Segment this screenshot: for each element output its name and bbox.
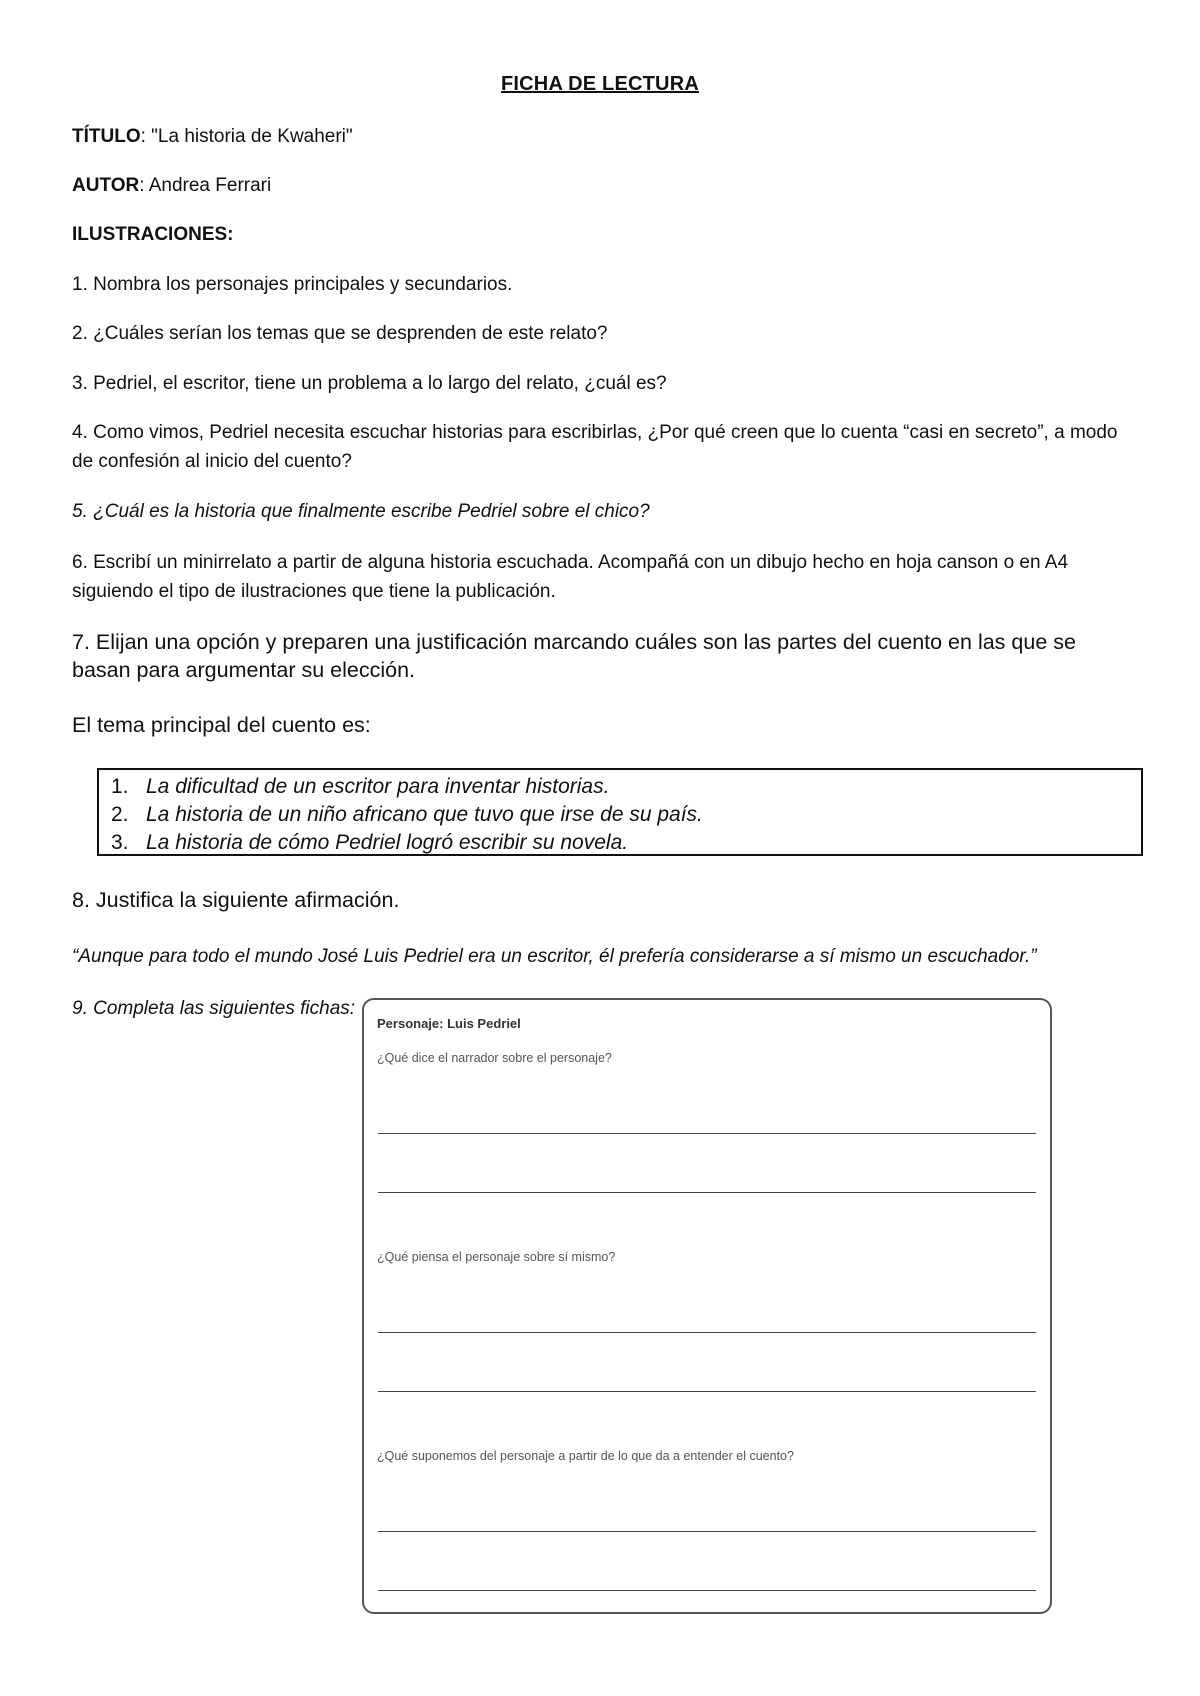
- ilustraciones-heading: [72, 220, 234, 249]
- option-number: 2.: [111, 803, 129, 826]
- character-card: [362, 998, 1052, 1614]
- option-text: La historia de cómo Pedriel logró escribir su novela.: [146, 831, 629, 854]
- question-3: 3. Pedriel, el escritor, tiene un problema a lo largo del relato, ¿cuál es?: [72, 373, 667, 394]
- page-title: FICHA DE LECTURA: [500, 73, 699, 95]
- titulo-value: : "La historia de Kwaheri": [140, 126, 353, 147]
- answer-line: [378, 1133, 1036, 1134]
- autor-label: AUTOR: [72, 175, 140, 196]
- ilustraciones-label: ILUSTRACIONES:: [72, 224, 234, 245]
- question-1: 1. Nombra los personajes principales y secundarios.: [72, 274, 513, 295]
- card-question-piensa: ¿Qué piensa el personaje sobre sí mismo?: [377, 1250, 616, 1264]
- titulo-line: [72, 122, 353, 151]
- answer-line: [378, 1590, 1036, 1591]
- answer-line: [378, 1192, 1036, 1193]
- option-item: [99, 829, 1141, 857]
- answer-line: [378, 1332, 1036, 1333]
- tema-intro: El tema principal del cuento es:: [72, 713, 371, 737]
- option-number: 3.: [111, 831, 129, 854]
- question-7: 7. Elijan una opción y preparen una justificación marcando cuáles son las partes del cuento en las que se basan para argumentar su elección.: [72, 630, 1076, 682]
- answer-line: [378, 1531, 1036, 1532]
- quote-statement: “Aunque para todo el mundo José Luis Pedriel era un escritor, él prefería considerarse a sí mismo un escuchador.”: [72, 946, 1037, 967]
- autor-value: : Andrea Ferrari: [139, 175, 272, 196]
- option-text: La historia de un niño africano que tuvo que irse de su país.: [146, 803, 703, 826]
- autor-line: [72, 171, 271, 200]
- option-text: La dificultad de un escritor para inventar historias.: [146, 775, 610, 798]
- question-5: 5. ¿Cuál es la historia que finalmente escribe Pedriel sobre el chico?: [72, 501, 650, 522]
- titulo-label: TÍTULO: [72, 126, 141, 147]
- card-title: Personaje: Luis Pedriel: [377, 1016, 521, 1031]
- card-question-suponemos: ¿Qué suponemos del personaje a partir de lo que da a entender el cuento?: [377, 1449, 794, 1463]
- answer-line: [378, 1391, 1036, 1392]
- option-item: [99, 773, 1141, 801]
- option-number: 1.: [111, 775, 129, 798]
- options-box: [97, 768, 1143, 856]
- card-question-narrador: ¿Qué dice el narrador sobre el personaje?: [377, 1051, 612, 1065]
- question-4: 4. Como vimos, Pedriel necesita escuchar historias para escribirlas, ¿Por qué creen que lo cuenta “casi en secreto”, a modo de confesión al inicio del cuento?: [72, 422, 1118, 472]
- question-6: 6. Escribí un minirrelato a partir de alguna historia escuchada. Acompañá con un dibujo hecho en hoja canson o en A4 siguiendo el tipo de ilustraciones que tiene la publicación.: [72, 552, 1069, 602]
- option-item: [99, 801, 1141, 829]
- question-2: 2. ¿Cuáles serían los temas que se desprenden de este relato?: [72, 323, 608, 344]
- question-9: 9. Completa las siguientes fichas:: [72, 998, 356, 1019]
- question-8: 8. Justifica la siguiente afirmación.: [72, 888, 400, 912]
